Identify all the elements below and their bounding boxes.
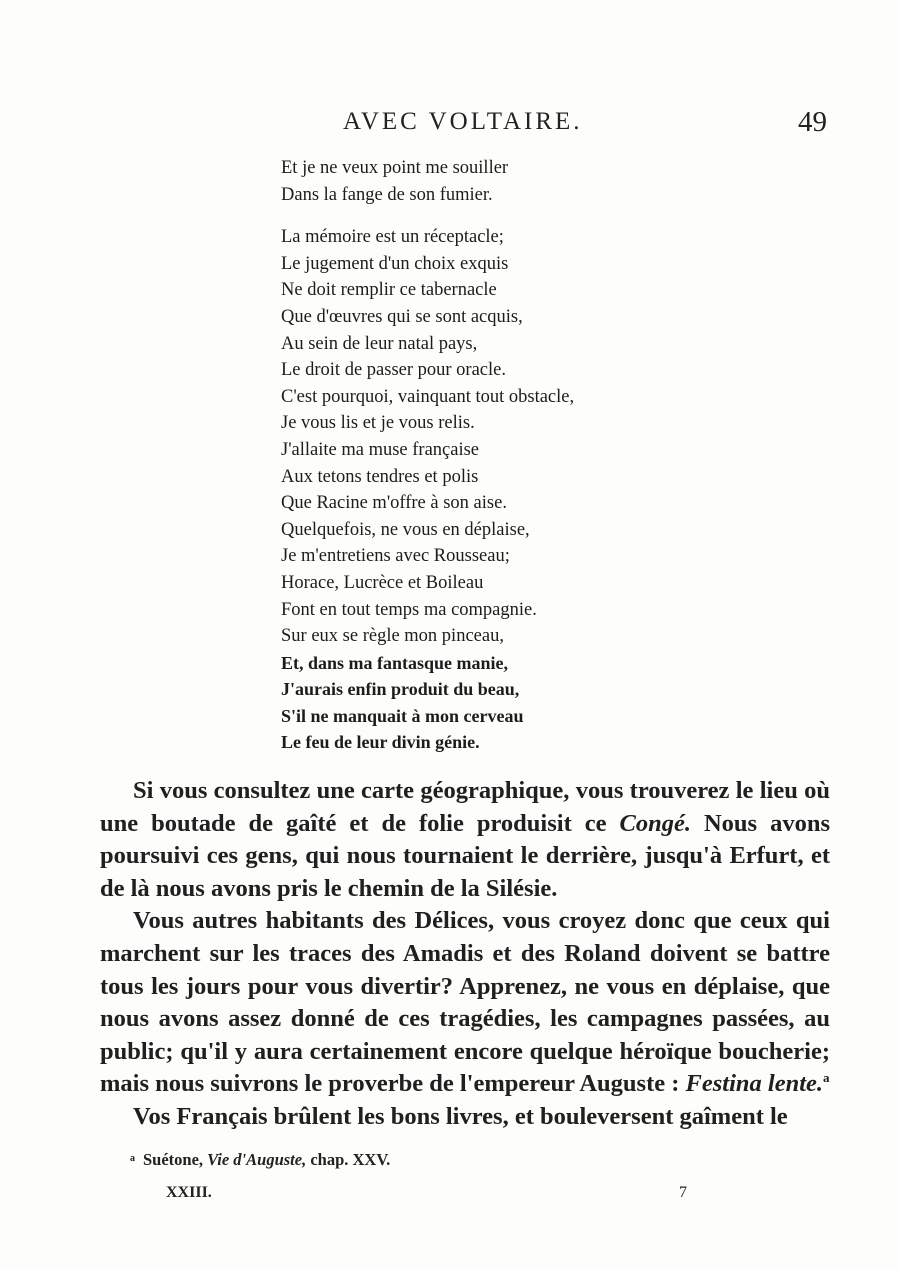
prose-text: Vous autres habitants des Délices, vous croyez donc que ceux qui marchent sur les traces des Amadis et des Roland doivent se battre tous les jours pour vous divertir? Apprenez, ne vous en déplaise, que nous avons assez donné de ces tragédies, les campagnes passées, au public; qu'il y aura certainement encore quelque héroïque boucherie; mais nous suivrons le proverbe de l'empereur Auguste : [100,907,830,1098]
verse-line: Que d'œuvres qui se sont acquis, [281,306,523,327]
verse-line: Que Racine m'offre à son aise. [281,493,507,514]
verse-line: S'il ne manquait à mon cerveau [281,705,524,726]
verse-line: Le droit de passer pour oracle. [281,360,506,381]
verse-line: Je m'entretiens avec Rousseau; [281,546,510,567]
prose-text: Nous avons poursuivi ces gens, qui nous tournaient le derrière, jusqu'à Erfurt, et de là nous avons pris le chemin de la Silésie. [100,809,830,902]
footnote-italic-title: Vie d'Auguste, [207,1150,307,1169]
verse-line: La mémoire est un réceptacle; [281,227,504,248]
verse-line: Le feu de leur divin génie. [281,732,480,753]
running-head [0,108,900,142]
footnote-marker: a [130,1153,135,1164]
italic-quote-festina-lente: Festina lente. [685,1070,824,1098]
italic-title-conge: Congé. [619,809,691,837]
stanza-1 [281,155,701,208]
verse-line: Aux tetons tendres et polis [281,466,479,487]
prose-paragraph-1 [100,775,830,905]
verse-line: Sur eux se règle mon pinceau, [281,626,504,647]
verse-block [281,155,701,756]
verse-line: Ne doit remplir ce tabernacle [281,280,497,301]
verse-line: Au sein de leur natal pays, [281,333,478,354]
verse-line: Et, dans ma fantasque manie, [281,652,509,673]
footnote-text: chap. XXV. [306,1150,391,1169]
prose-paragraph-2 [100,905,830,1101]
prose-body [100,775,830,1134]
verse-line: Horace, Lucrèce et Boileau [281,572,484,593]
verse-line: Je vous lis et je vous relis. [281,413,475,434]
verse-line: Dans la fange de son fumier. [281,184,493,205]
verse-line: Et je ne veux point me souiller [281,158,509,178]
verse-line: C'est pourquoi, vainquant tout obstacle, [281,386,575,407]
verse-line: Quelquefois, ne vous en déplaise, [281,519,530,540]
page-number: 49 [798,106,827,138]
footnote-reference: a [823,1070,830,1086]
running-title: AVEC VOLTAIRE. [343,108,583,135]
stanza-2 [281,224,701,756]
sheet-number: 7 [679,1184,687,1201]
prose-text: Si vous consultez une carte géographique, vous trouverez le lieu où une boutade de gaîté et de folie produisit ce [100,777,830,837]
prose-paragraph-3 [100,1101,830,1134]
verse-line: J'allaite ma muse française [281,439,480,460]
verse-line: Le jugement d'un choix exquis [281,253,509,274]
footnote [130,1150,390,1170]
verse-line: Font en tout temps ma compagnie. [281,599,537,620]
prose-text: Vos Français brûlent les bons livres, et bouleversent gaîment le [133,1102,788,1130]
verse-line: J'aurais enfin produit du beau, [281,679,520,700]
footnote-text: Suétone, [143,1150,208,1169]
signature-mark: XXIII. [166,1184,212,1201]
